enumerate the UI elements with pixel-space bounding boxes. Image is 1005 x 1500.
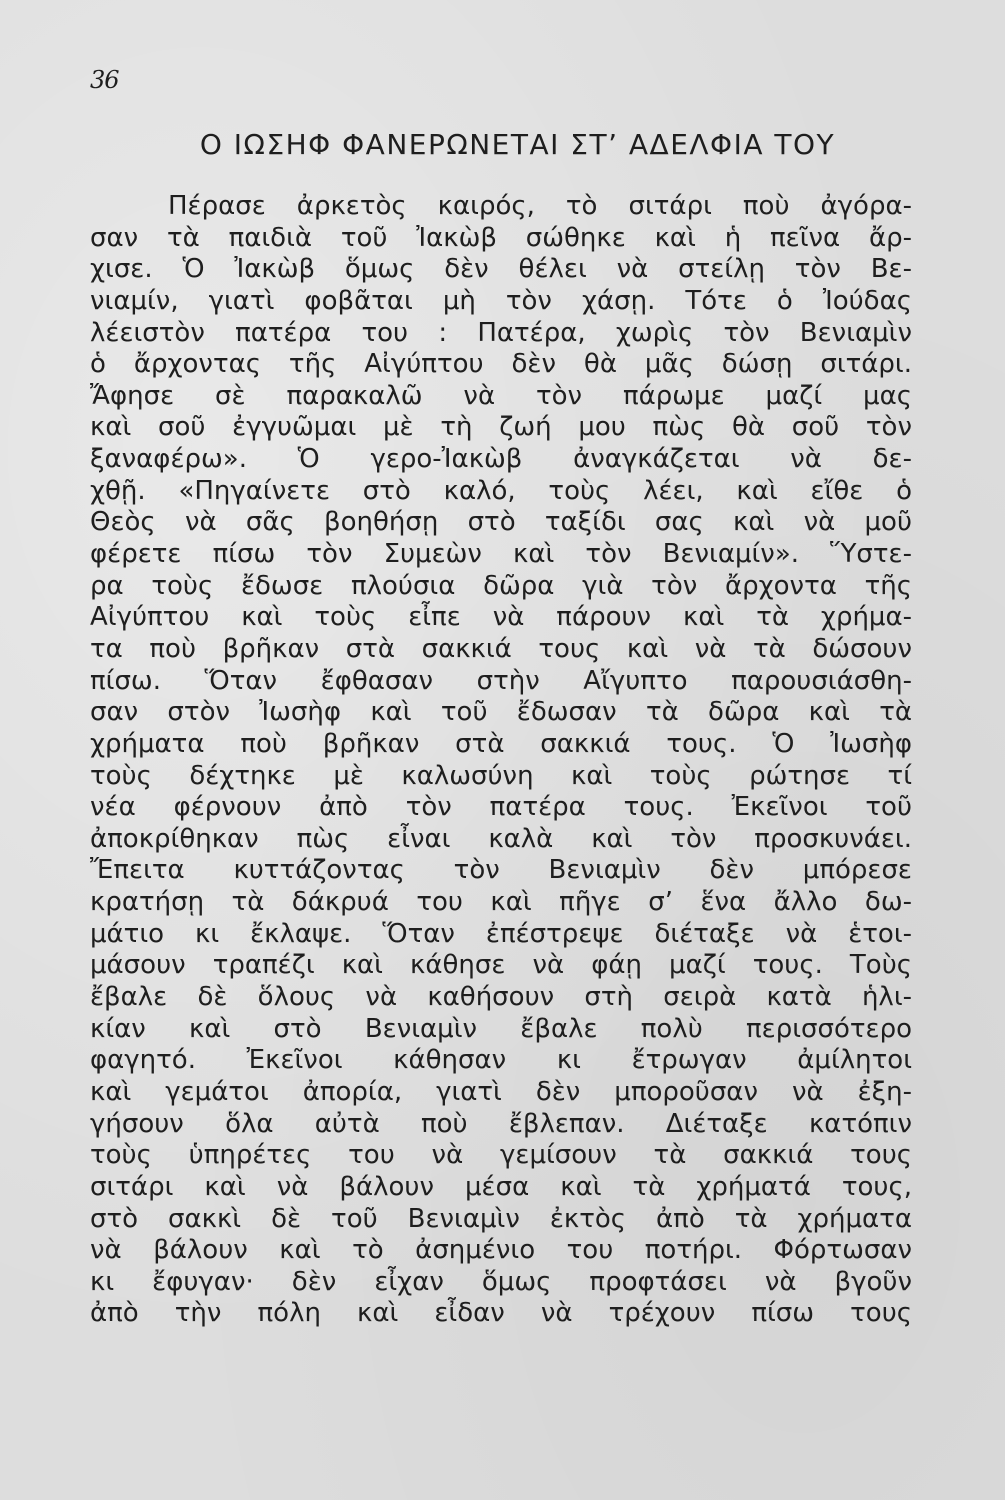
text-line: κι ἔφυγαν· δὲν εἶχαν ὅμως προφτάσει νὰ βγοῦν: [90, 1266, 912, 1297]
text-line: πίσω. Ὅταν ἔφθασαν στὴν Αἴγυπτο παρουσιάσθη-: [90, 665, 912, 696]
text-line: μάσουν τραπέζι καὶ κάθησε νὰ φάῃ μαζί τους. Τοὺς: [90, 950, 912, 981]
text-line: μάτιο κι ἔκλαψε. Ὅταν ἐπέστρεψε διέταξε νὰ ἑτοι-: [90, 918, 912, 949]
text-line: κίαν καὶ στὸ Βενιαμὶν ἔβαλε πολὺ περισσότερο: [90, 1013, 912, 1044]
text-line: νιαμίν, γιατὶ φοβᾶται μὴ τὸν χάσῃ. Τότε ὁ Ἰούδας: [90, 285, 912, 316]
text-line: Πέρασε ἀρκετὸς καιρός, τὸ σιτάρι ποὺ ἀγόρα-: [168, 191, 912, 221]
text-line: τοὺς ὑπηρέτες του νὰ γεμίσουν τὰ σακκιά τους: [90, 1140, 912, 1171]
text-line: χρήματα ποὺ βρῆκαν στὰ σακκιά τους. Ὁ Ἰωσὴφ: [90, 728, 912, 759]
text-line: Ἔπειτα κυττάζοντας τὸν Βενιαμὶν δὲν μπόρεσε: [90, 855, 912, 886]
text-line: σιτάρι καὶ νὰ βάλουν μέσα καὶ τὰ χρήματά τους,: [90, 1171, 912, 1202]
text-line: ἔβαλε δὲ ὅλους νὰ καθήσουν στὴ σειρὰ κατὰ ἡλι-: [90, 982, 912, 1013]
page-number: 36: [90, 66, 119, 94]
text-line: ξαναφέρω». Ὁ γερο-Ἰακὼβ ἀναγκάζεται νὰ δε-: [90, 444, 912, 475]
text-line: σαν τὰ παιδιὰ τοῦ Ἰακὼβ σώθηκε καὶ ἡ πεῖνα ἄρ-: [90, 222, 912, 253]
text-line: καὶ γεμάτοι ἀπορία, γιατὶ δὲν μποροῦσαν νὰ ἐξη-: [90, 1076, 912, 1107]
text-line: λέειστὸν πατέρα του : Πατέρα, χωρὶς τὸν Βενιαμὶν: [90, 317, 912, 348]
text-line: φέρετε πίσω τὸν Συμεὼν καὶ τὸν Βενιαμίν». Ὕστε-: [90, 539, 912, 570]
text-line: τοὺς δέχτηκε μὲ καλωσύνη καὶ τοὺς ρώτησε τί: [90, 760, 912, 791]
text-line: τα ποὺ βρῆκαν στὰ σακκιά τους καὶ νὰ τὰ δώσουν: [90, 633, 912, 664]
text-line: καὶ σοῦ ἐγγυῶμαι μὲ τὴ ζωή μου πὼς θὰ σοῦ τὸν: [90, 412, 912, 443]
text-line: κρατήσῃ τὰ δάκρυά του καὶ πῆγε σ’ ἕνα ἄλλο δω-: [90, 887, 912, 918]
text-line: ἀπὸ τὴν πόλη καὶ εἶδαν νὰ τρέχουν πίσω τους: [90, 1298, 912, 1329]
chapter-title: Ο ΙΩΣΗΦ ΦΑΝΕΡΩΝΕΤΑΙ ΣΤ’ ΑΔΕΛΦΙΑ ΤΟΥ: [199, 128, 836, 161]
text-line: σαν στὸν Ἰωσὴφ καὶ τοῦ ἔδωσαν τὰ δῶρα καὶ τὰ: [90, 697, 912, 728]
text-line: ὁ ἄρχοντας τῆς Αἰγύπτου δὲν θὰ μᾶς δώσῃ σιτάρι.: [90, 349, 912, 380]
text-line: Αἰγύπτου καὶ τοὺς εἶπε νὰ πάρουν καὶ τὰ χρήμα-: [90, 602, 912, 633]
text-line: νὰ βάλουν καὶ τὸ ἀσημένιο του ποτήρι. Φόρτωσαν: [90, 1235, 912, 1266]
body-text: [90, 191, 912, 1330]
text-line: Ἄφησε σὲ παρακαλῶ νὰ τὸν πάρωμε μαζί μας: [90, 380, 912, 411]
text-line: φαγητό. Ἐκεῖνοι κάθησαν κι ἔτρωγαν ἀμίλητοι: [90, 1045, 912, 1076]
text-line: ἀποκρίθηκαν πὼς εἶναι καλὰ καὶ τὸν προσκυνάει.: [90, 823, 912, 854]
text-line: νέα φέρνουν ἀπὸ τὸν πατέρα τους. Ἐκεῖνοι τοῦ: [90, 792, 912, 823]
text-line: Θεὸς νὰ σᾶς βοηθήσῃ στὸ ταξίδι σας καὶ νὰ μοῦ: [90, 507, 912, 538]
text-line: στὸ σακκὶ δὲ τοῦ Βενιαμὶν ἐκτὸς ἀπὸ τὰ χρήματα: [90, 1203, 912, 1234]
text-line: χθῇ. «Πηγαίνετε στὸ καλό, τοὺς λέει, καὶ εἴθε ὁ: [90, 475, 912, 506]
text-line: χισε. Ὁ Ἰακὼβ ὅμως δὲν θέλει νὰ στείλῃ τὸν Βε-: [90, 254, 912, 285]
text-line: ρα τοὺς ἔδωσε πλούσια δῶρα γιὰ τὸν ἄρχοντα τῆς: [90, 570, 912, 601]
text-line: γήσουν ὅλα αὐτὰ ποὺ ἔβλεπαν. Διέταξε κατόπιν: [90, 1108, 912, 1139]
